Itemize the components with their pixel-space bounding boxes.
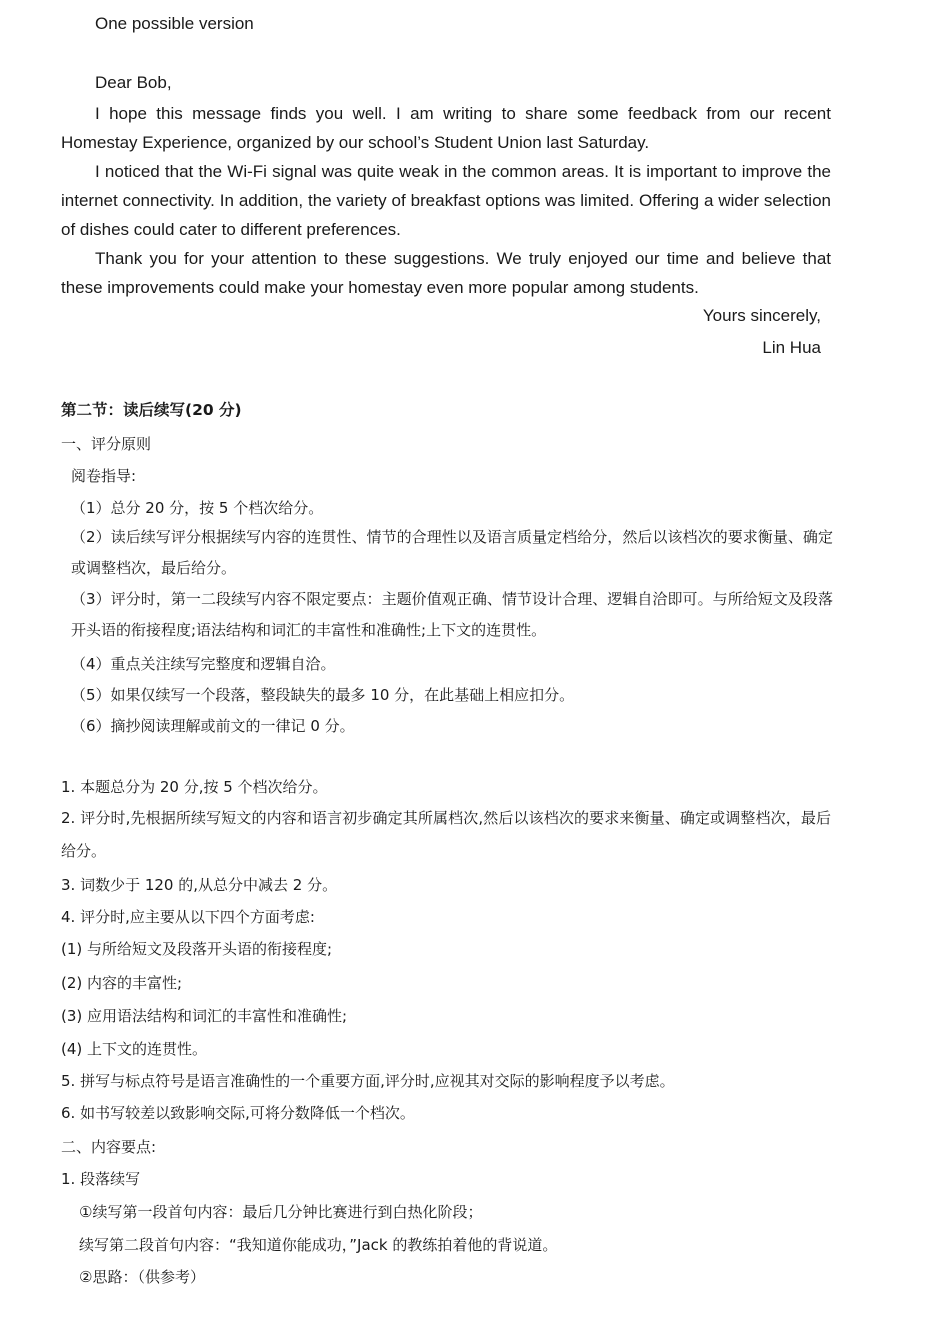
letter-paragraph-1: I hope this message finds you well. I am writing to share some feedback from our recent Homestay Experience, organized by our school’s Student Union last Saturday. [61,104,831,152]
content-line: 续写第二段首句内容：“我知道你能成功，”Jack 的教练拍着他的背说道。 [79,1236,558,1254]
rule-item: 5. 拼写与标点符号是语言准确性的一个重要方面,评分时,应视其对交际的影响程度予以考虑。 [61,1072,675,1090]
guide-item: （3）评分时，第一二段续写内容不限定要点：主题价值观正确、情节设计合理、逻辑自洽即可。与所给短文及段落开头语的衔接程度;语法结构和词汇的丰富性和准确性;上下文的连贯性。 [71,590,833,639]
principles-heading: 一、评分原则 [61,435,152,453]
rule-item: 4. 评分时,应主要从以下四个方面考虑: [61,908,315,926]
letter-paragraph-2: I noticed that the Wi-Fi signal was quite weak in the common areas. It is important to improve the internet connectivity. In addition, the variety of breakfast options was limited. Offering a wider selection of dishes could cater to different preferences. [61,162,831,239]
guide-heading: 阅卷指导: [71,467,137,485]
content-heading: 二、内容要点: [61,1138,157,1156]
rule-item: (2) 内容的丰富性; [61,974,183,992]
rule-item: 6. 如书写较差以致影响交际,可将分数降低一个档次。 [61,1104,415,1122]
guide-item: （4）重点关注续写完整度和逻辑自洽。 [71,655,336,673]
content-line: ①续写第一段首句内容：最后几分钟比赛进行到白热化阶段； [79,1203,483,1221]
section-title: 第二节：读后续写(20 分) [61,401,242,419]
guide-item: （2）读后续写评分根据续写内容的连贯性、情节的合理性以及语言质量定档给分，然后以该档次的要求衡量、确定或调整档次，最后给分。 [71,528,833,577]
content-subheading: 1. 段落续写 [61,1170,141,1188]
rule-item: 3. 词数少于 120 的,从总分中减去 2 分。 [61,876,338,894]
rule-item: (3) 应用语法结构和词汇的丰富性和准确性; [61,1007,348,1025]
letter-paragraph-3: Thank you for your attention to these suggestions. We truly enjoyed our time and believe that these improvements could make your homestay even more popular among students. [61,249,831,297]
rule-item: (4) 上下文的连贯性。 [61,1040,208,1058]
content-line: ②思路：（供参考） [79,1268,205,1286]
guide-item: （5）如果仅续写一个段落，整段缺失的最多 10 分，在此基础上相应扣分。 [71,686,575,704]
version-heading: One possible version [95,14,254,33]
letter-salutation: Dear Bob, [95,73,172,92]
rule-item: 2. 评分时,先根据所续写短文的内容和语言初步确定其所属档次,然后以该档次的要求来衡量、确定或调整档次，最后给分。 [61,809,831,860]
guide-item: （6）摘抄阅读理解或前文的一律记 0 分。 [71,717,355,735]
letter-closing: Yours sincerely, [702,306,821,325]
rule-item: (1) 与所给短文及段落开头语的衔接程度; [61,940,333,958]
rule-item: 1. 本题总分为 20 分,按 5 个档次给分。 [61,778,328,796]
guide-item: （1）总分 20 分，按 5 个档次给分。 [71,499,324,517]
letter-signature: Lin Hua [762,338,821,357]
